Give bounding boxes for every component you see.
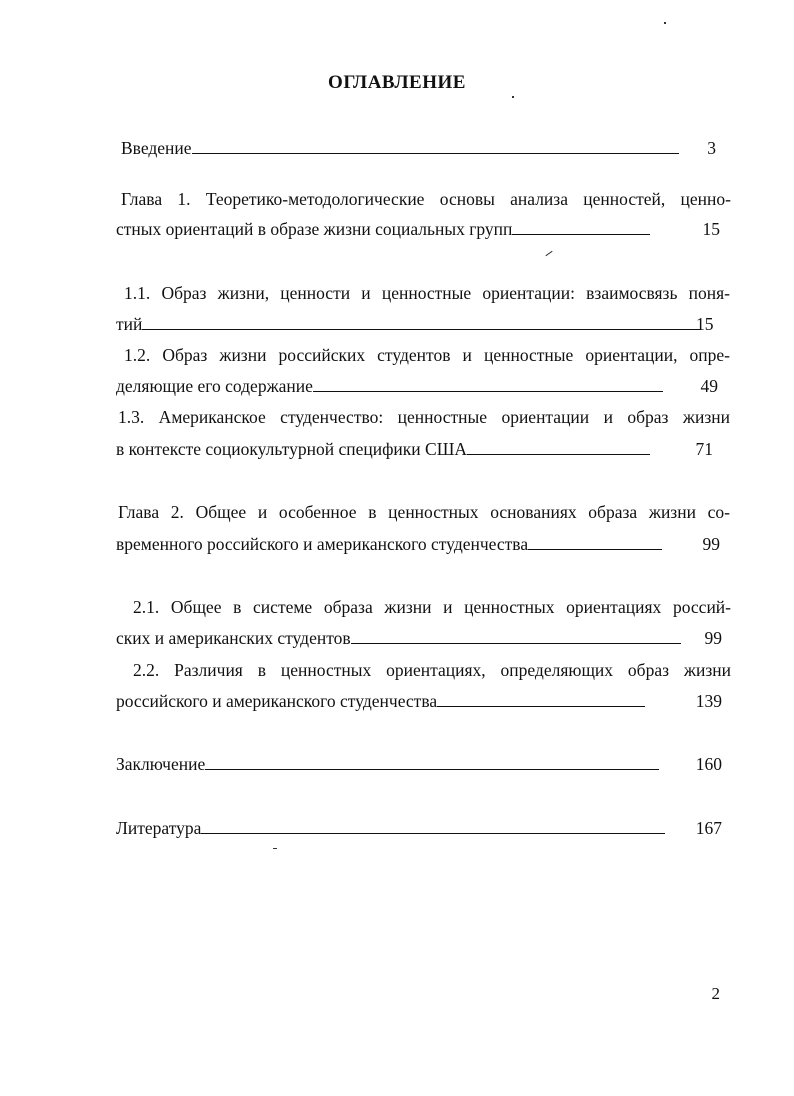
toc-entry-label: Литература bbox=[116, 818, 202, 838]
toc-entry-label: временного российского и американского студенчества bbox=[116, 534, 529, 554]
toc-page-number: 71 bbox=[695, 439, 713, 459]
toc-page-number: 15 bbox=[696, 314, 714, 334]
toc-entry-chapter-2-line-2[interactable] bbox=[116, 533, 662, 555]
toc-entry-section-1-2-line-1[interactable]: 1.2. Образ жизни российских студентов и ценностные ориентации, опре- bbox=[124, 345, 730, 365]
toc-entry-chapter-2-line-1[interactable]: Глава 2. Общее и особенное в ценностных основаниях образа жизни со- bbox=[118, 502, 730, 522]
toc-leader-line bbox=[528, 533, 662, 550]
toc-leader-line bbox=[512, 218, 650, 235]
toc-entry-label: Заключение bbox=[116, 754, 206, 774]
toc-page-number: 99 bbox=[702, 534, 720, 554]
toc-page-number: 99 bbox=[704, 628, 722, 648]
toc-entry-section-2-1-line-2[interactable] bbox=[116, 627, 681, 649]
toc-page-number: 139 bbox=[695, 691, 722, 711]
page-title: ОГЛАВЛЕНИЕ bbox=[328, 72, 466, 93]
page-number: 2 bbox=[711, 984, 720, 1003]
toc-entry-section-1-1-line-1[interactable]: 1.1. Образ жизни, ценности и ценностные ориентации: взаимосвязь поня- bbox=[124, 283, 730, 303]
toc-entry-label: в контексте социокультурной специфики США bbox=[116, 439, 467, 459]
toc-page-number: 15 bbox=[702, 219, 720, 239]
toc-entry-chapter-1-line-2[interactable] bbox=[116, 218, 650, 240]
toc-page-number: 49 bbox=[700, 376, 718, 396]
toc-entry-label: ских и американских студентов bbox=[116, 628, 351, 648]
toc-entry-section-1-3-line-1[interactable]: 1.3. Американское студенчество: ценностные ориентации и образ жизни bbox=[118, 407, 730, 427]
toc-entry-label: тий bbox=[116, 314, 143, 334]
toc-entry-literature[interactable] bbox=[116, 817, 665, 839]
toc-page-number: 3 bbox=[707, 138, 716, 158]
toc-entry-section-2-2-line-1[interactable]: 2.2. Различия в ценностных ориентациях, определяющих образ жизни bbox=[133, 660, 731, 680]
toc-entry-label: российского и американского студенчества bbox=[116, 691, 438, 711]
toc-entry-chapter-1-line-1[interactable]: Глава 1. Теоретико-методологические основы анализа ценностей, ценно- bbox=[121, 189, 731, 209]
toc-leader-line bbox=[142, 313, 700, 330]
toc-entry-section-1-3-line-2[interactable] bbox=[116, 438, 650, 460]
toc-page-number: 167 bbox=[695, 818, 722, 838]
toc-entry-label: Введение bbox=[121, 138, 192, 158]
scan-speck bbox=[273, 848, 277, 849]
toc-leader-line bbox=[192, 137, 679, 154]
toc-entry-section-2-2-line-2[interactable] bbox=[116, 690, 645, 712]
toc-leader-line bbox=[351, 627, 681, 644]
toc-entry-section-2-1-line-1[interactable]: 2.1. Общее в системе образа жизни и ценностных ориентациях россий- bbox=[133, 597, 731, 617]
toc-entry-intro[interactable] bbox=[121, 137, 679, 159]
toc-leader-line bbox=[201, 817, 665, 834]
scan-speck bbox=[545, 251, 552, 256]
toc-leader-line bbox=[313, 375, 663, 392]
toc-entry-conclusion[interactable] bbox=[116, 753, 659, 775]
toc-page-number: 160 bbox=[695, 754, 722, 774]
toc-entry-section-1-1-line-2[interactable] bbox=[116, 313, 700, 335]
toc-entry-label: стных ориентаций в образе жизни социальных групп bbox=[116, 219, 513, 239]
toc-entry-section-1-2-line-2[interactable] bbox=[116, 375, 663, 397]
toc-leader-line bbox=[437, 690, 645, 707]
toc-leader-line bbox=[467, 438, 650, 455]
scan-speck bbox=[512, 96, 514, 98]
toc-entry-label: деляющие его содержание bbox=[116, 376, 313, 396]
scan-speck bbox=[664, 22, 666, 24]
toc-leader-line bbox=[205, 753, 659, 770]
